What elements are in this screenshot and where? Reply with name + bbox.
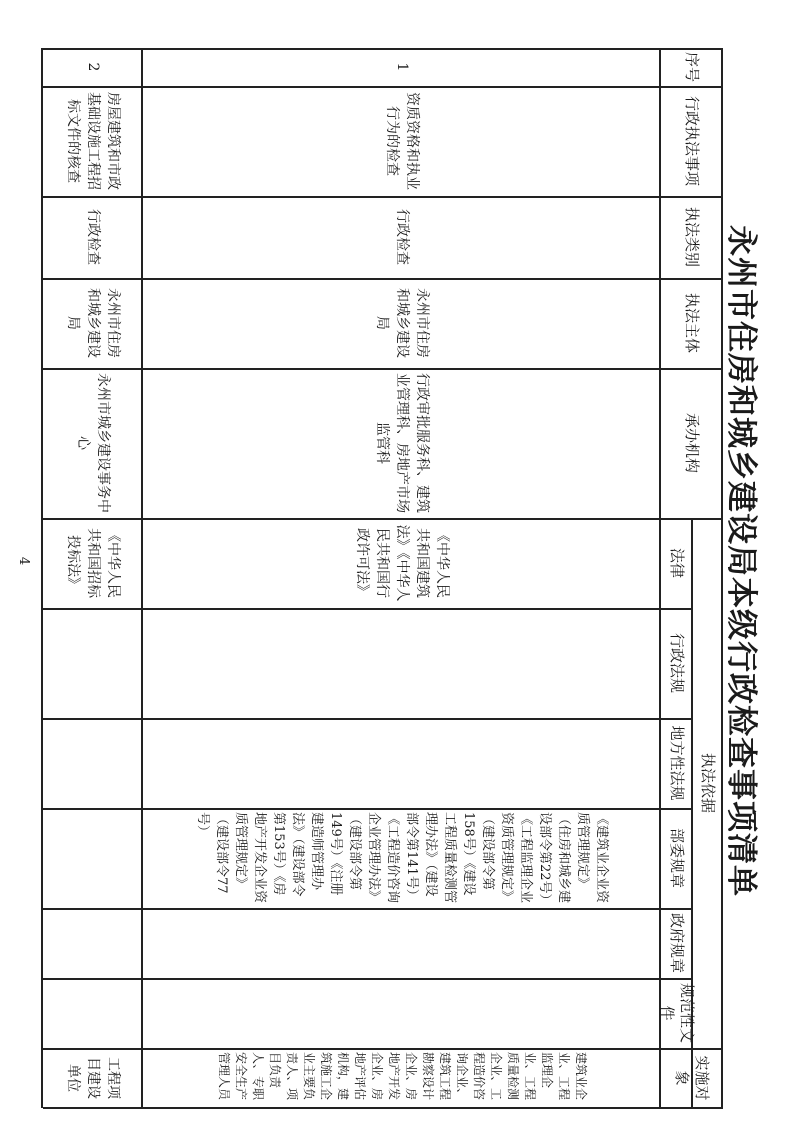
header-norm-doc: 规范性文件	[658, 982, 696, 1043]
header-item: 行政执法事项	[683, 95, 701, 186]
row2-seq: 2	[85, 62, 101, 72]
row2-subject: 永州市住房和城乡建设局	[65, 288, 121, 358]
row1-target: 建筑业企业、工程监理企业、工程质量检测企业、工程造价咨询企业、建筑工程勘察设计企业、房地产开发企业、房地产评估机构，建筑施工企业主要负责人、项目负责人、专职安全生产管理人员	[217, 1052, 588, 1101]
row2-dept-rule	[43, 808, 143, 908]
row1-item: 资质资格和执业行为的检查	[384, 92, 420, 190]
header-admin-reg: 行政法规	[668, 632, 686, 693]
row2-gov-rule	[43, 908, 143, 978]
header-seq: 序号	[683, 52, 701, 83]
header-basis: 执法依据	[699, 752, 717, 813]
row2-norm-doc	[43, 978, 143, 1048]
row1-norm-doc	[143, 978, 661, 1048]
header-law: 法律	[668, 547, 686, 578]
row1-subject: 永州市住房和城乡建设局	[374, 288, 430, 358]
header-local-reg: 地方性法规	[668, 725, 686, 801]
row2-item: 房屋建筑和市政基础设施工程招标文件的核查	[65, 92, 121, 190]
row1-seq: 1	[394, 62, 410, 72]
row1-dept-rule: 《建筑业企业资质管理规定》（住房和城乡建设部令第22号）《工程监理企业资质管理规定》（建设部令第158号）《建设工程质量检测管理办法》（建设部令第141号）《工程造价咨询企业管理办法》（建设部令第149号）《注册建造师管理办法》（建设部令第153号）《房地产开发企业资质管理规定》（建设部令77号）	[195, 812, 609, 904]
row2-agency: 永州市城乡建设事务中心	[75, 373, 111, 513]
header-target: 实施对象	[673, 1055, 711, 1101]
row1-gov-rule	[143, 908, 661, 978]
document-title: 永州市住房和城乡建设局本级行政检查事项清单	[723, 225, 759, 897]
row2-target: 工程项目建设单位	[65, 1057, 121, 1099]
row1-category: 行政检查	[394, 209, 410, 265]
header-dept-rule: 部委规章	[668, 827, 686, 888]
header-gov-rule: 政府规章	[668, 912, 686, 973]
row1-agency: 行政审批服务科、建筑业管理科、房地产市场监管科	[374, 373, 430, 513]
row2-local-reg	[43, 718, 143, 808]
row1-local-reg	[143, 718, 661, 808]
header-agency: 承办机构	[683, 412, 701, 473]
row2-admin-reg	[43, 608, 143, 718]
inspection-table	[43, 48, 723, 1108]
row2-category: 行政检查	[85, 209, 101, 265]
header-category: 执法类别	[683, 206, 701, 267]
row2-law: 《中华人民共和国招标投标法》	[65, 528, 121, 598]
page-number: 4	[16, 556, 31, 566]
row1-law: 《中华人民共和国建筑法》《中华人民共和国行政许可法》	[354, 524, 450, 602]
row1-admin-reg	[143, 608, 661, 718]
header-subject: 执法主体	[683, 292, 701, 353]
